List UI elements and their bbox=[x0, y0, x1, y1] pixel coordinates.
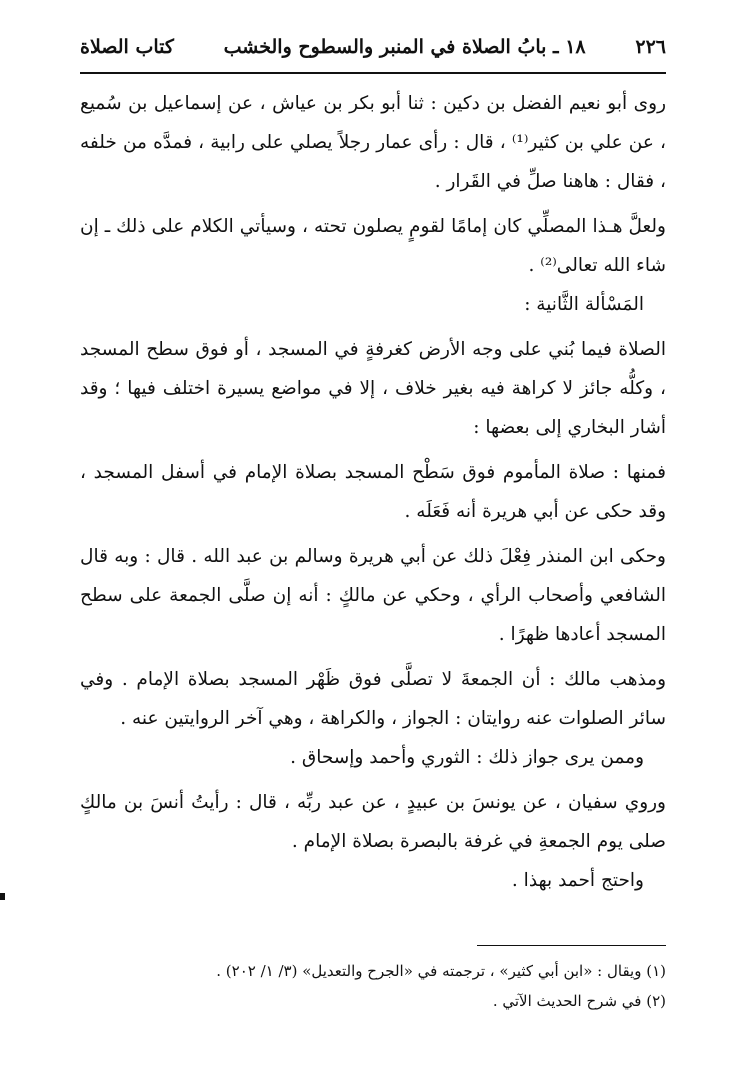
running-header bbox=[80, 36, 666, 70]
paragraph-ibn-almundhir: وحكى ابن المنذر فِعْلَ ذلك عن أبي هريرة وسالم بن عبد الله . قال : وبه قال الشافعي وأصحاب الرأي ، وحكي عن مالكٍ : أنه إن صلَّى الجمعة على سطح المسجد أعادها ظهرًا . bbox=[80, 546, 666, 645]
paragraph-ahmad: واحتج أحمد بهذا . bbox=[511, 870, 644, 891]
paragraph-first-case: فمنها : صلاة المأموم فوق سَطْح المسجد بصلاة الإمام في أسفل المسجد ، وقد حكى عن أبي هريرة أنه فَعَلَه . bbox=[80, 462, 666, 522]
main-text bbox=[80, 84, 666, 900]
paragraph-narration: روى أبو نعيم الفضل بن دكين : ثنا أبو بكر بن عياش ، عن إسماعيل بن سُميع ، عن علي بن كثير⁽¹⁾ ، قال : رأى عمار رجلاً يصلي على رابية ، فمدَّه من خلفه ، فقال : هاهنا صلِّ في القَرار . bbox=[80, 93, 666, 192]
footnote-rule bbox=[477, 945, 666, 946]
paragraph-commentary: ولعلَّ هـذا المصلِّي كان إمامًا لقومٍ يصلون تحته ، وسيأتي الكلام على ذلك ـ إن شاء الله تعالى⁽²⁾ . bbox=[80, 216, 666, 276]
book-title: كتاب الصلاة bbox=[80, 36, 174, 58]
paragraph-malik-school: ومذهب مالك : أن الجمعةَ لا تصلَّى فوق ظَهْر المسجد بصلاة الإمام . وفي سائر الصلوات عنه روايتان : الجواز ، والكراهة ، وهي آخر الروايتين عنه . bbox=[80, 669, 666, 729]
scan-edge-mark bbox=[0, 893, 5, 900]
page-number: ٢٢٦ bbox=[635, 36, 666, 58]
chapter-title: ١٨ ـ بابُ الصلاة في المنبر والسطوح والخشب bbox=[223, 36, 586, 58]
header-rule bbox=[80, 72, 666, 74]
footnote-1: (١) ويقال : «ابن أبي كثير» ، ترجمته في «الجرح والتعديل» (٣/ ١/ ٢٠٢) . bbox=[216, 962, 666, 980]
paragraph-sufyan-narration: وروي سفيان ، عن يونسَ بن عبيدٍ ، عن عبد ربِّه ، قال : رأيتُ أنسَ بن مالكٍ صلى يوم الجمعةِ في غرفة بالبصرة بصلاة الإمام . bbox=[80, 792, 666, 852]
section-heading: المَسْألة الثَّانية : bbox=[524, 294, 644, 315]
footnote-2: (٢) في شرح الحديث الآتي . bbox=[492, 992, 666, 1010]
paragraph-permitters: وممن يرى جواز ذلك : الثوري وأحمد وإسحاق . bbox=[290, 747, 644, 768]
paragraph-rooftop-prayer: الصلاة فيما بُني على وجه الأرض كغرفةٍ في المسجد ، أو فوق سطح المسجد ، وكلُّه جائز لا كراهة فيه بغير خلاف ، إلا في مواضع يسيرة اختلف فيها ؛ وقد أشار البخاري إلى بعضها : bbox=[80, 339, 666, 438]
footnotes bbox=[80, 956, 666, 1016]
